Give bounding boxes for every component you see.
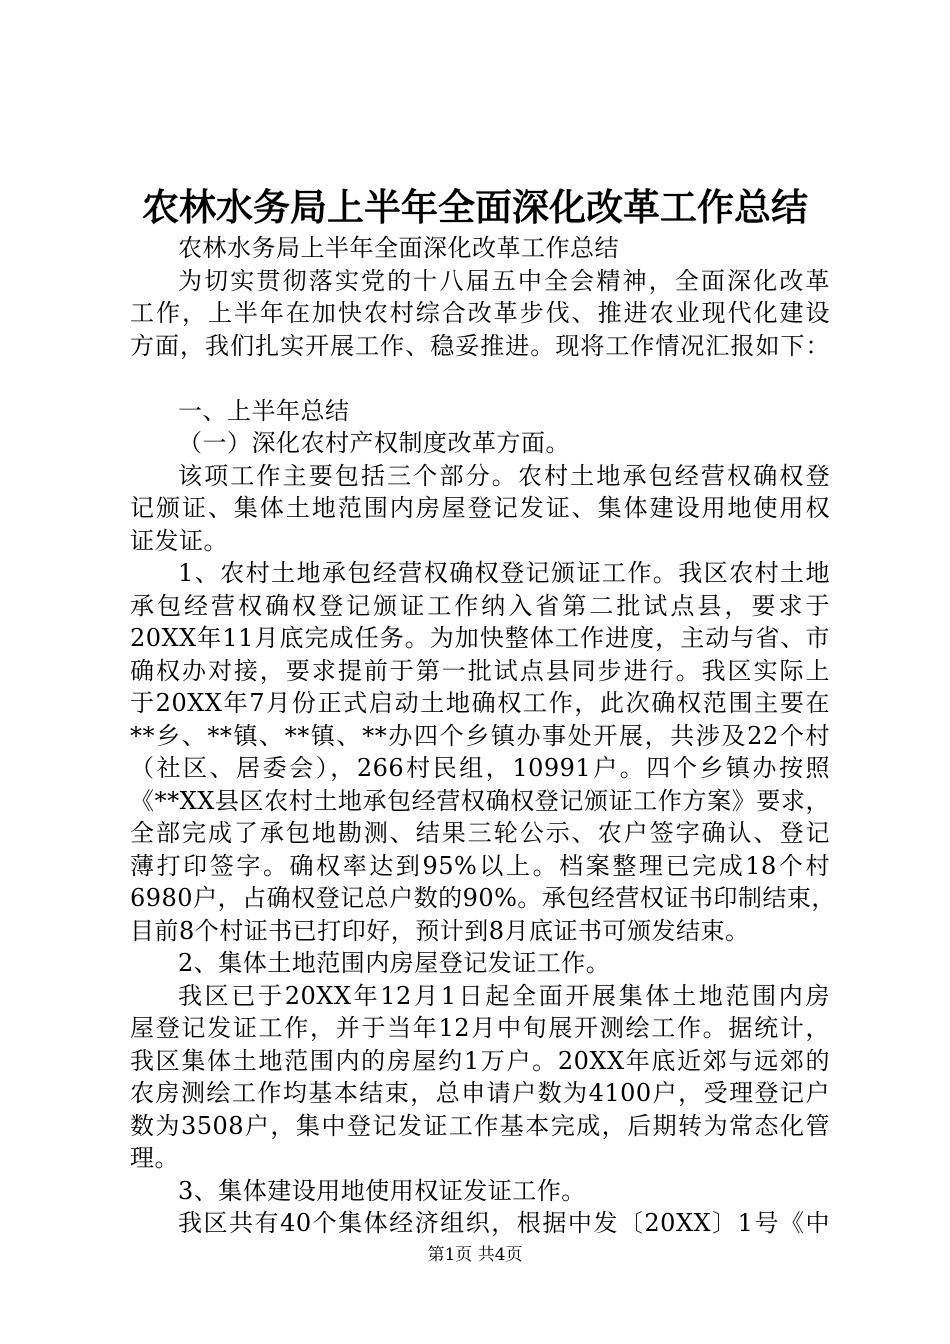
blank-line xyxy=(130,362,830,395)
body-line: 为切实贯彻落实党的十八届五中全会精神，全面深化改革 xyxy=(178,266,830,295)
body-line: 数为3508户，集中登记发证工作基本完成，后期转为常态化管 xyxy=(130,1111,830,1140)
body-line: 确权办对接，要求提前于第一批试点县同步进行。我区实际上 xyxy=(130,656,830,685)
body-line: 农房测绘工作均基本结束，总申请户数为4100户，受理登记户 xyxy=(130,1079,830,1107)
body-line: 该项工作主要包括三个部分。农村土地承包经营权确权登 xyxy=(178,461,830,490)
body-line: 全部完成了承包地勘测、结果三轮公示、农户签字确认、登记 xyxy=(130,819,830,847)
body-line: 《**XX县区农村土地承包经营权确权登记颁证工作方案》要求， xyxy=(130,786,830,815)
page-footer: 第1页 共4页 xyxy=(427,1245,523,1265)
body-line: 我区集体土地范围内的房屋约1万户。20XX年底近郊与远郊的 xyxy=(130,1046,830,1075)
document-body xyxy=(130,232,836,1240)
body-line: 证发证。 xyxy=(130,526,228,555)
body-line: 1、农村土地承包经营权确权登记颁证工作。我区农村土地 xyxy=(178,559,830,587)
body-line: 我区已于20XX年12月1日起全面开展集体土地范围内房 xyxy=(178,981,830,1010)
document-title: 农林水务局上半年全面深化改革工作总结 xyxy=(142,186,808,229)
body-line: **乡、**镇、**镇、**办四个乡镇办事处开展，共涉及22个村 xyxy=(130,721,830,750)
body-line: 记颁证、集体土地范围内房屋登记发证、集体建设用地使用权 xyxy=(130,494,830,522)
body-line: 我区共有40个集体经济组织，根据中发〔20XX〕1号《中 xyxy=(178,1209,830,1237)
body-line: 承包经营权确权登记颁证工作纳入省第二批试点县，要求于 xyxy=(130,591,830,620)
section-heading: 一、上半年总结 xyxy=(178,396,350,425)
body-line: 屋登记发证工作，并于当年12月中旬展开测绘工作。据统计， xyxy=(130,1014,830,1042)
body-line: 农林水务局上半年全面深化改革工作总结 xyxy=(178,234,619,262)
subsection-heading: 2、集体土地范围内房屋登记发证工作。 xyxy=(178,949,611,977)
body-line: （社区、居委会），266村民组，10991户。四个乡镇办按照 xyxy=(130,754,830,782)
body-line: 理。 xyxy=(130,1144,179,1172)
subsection-heading: 3、集体建设用地使用权证发证工作。 xyxy=(178,1176,586,1205)
body-line: 于20XX年7月份正式启动土地确权工作，此次确权范围主要在 xyxy=(130,689,830,717)
body-line: 目前8个村证书已打印好，预计到8月底证书可颁发结束。 xyxy=(130,916,750,945)
subsection-heading: （一）深化农村产权制度改革方面。 xyxy=(178,429,570,457)
body-line: 方面，我们扎实开展工作、稳妥推进。现将工作情况汇报如下： xyxy=(130,331,830,360)
body-line: 薄打印签字。确权率达到95%以上。档案整理已完成18个村 xyxy=(130,851,830,880)
body-line: 工作，上半年在加快农村综合改革步伐、推进农业现代化建设 xyxy=(130,299,830,327)
body-line: 20XX年11月底完成任务。为加快整体工作进度，主动与省、市 xyxy=(130,624,830,652)
body-line: 6980户，占确权登记总户数的90%。承包经营权证书印制结束， xyxy=(130,884,836,912)
